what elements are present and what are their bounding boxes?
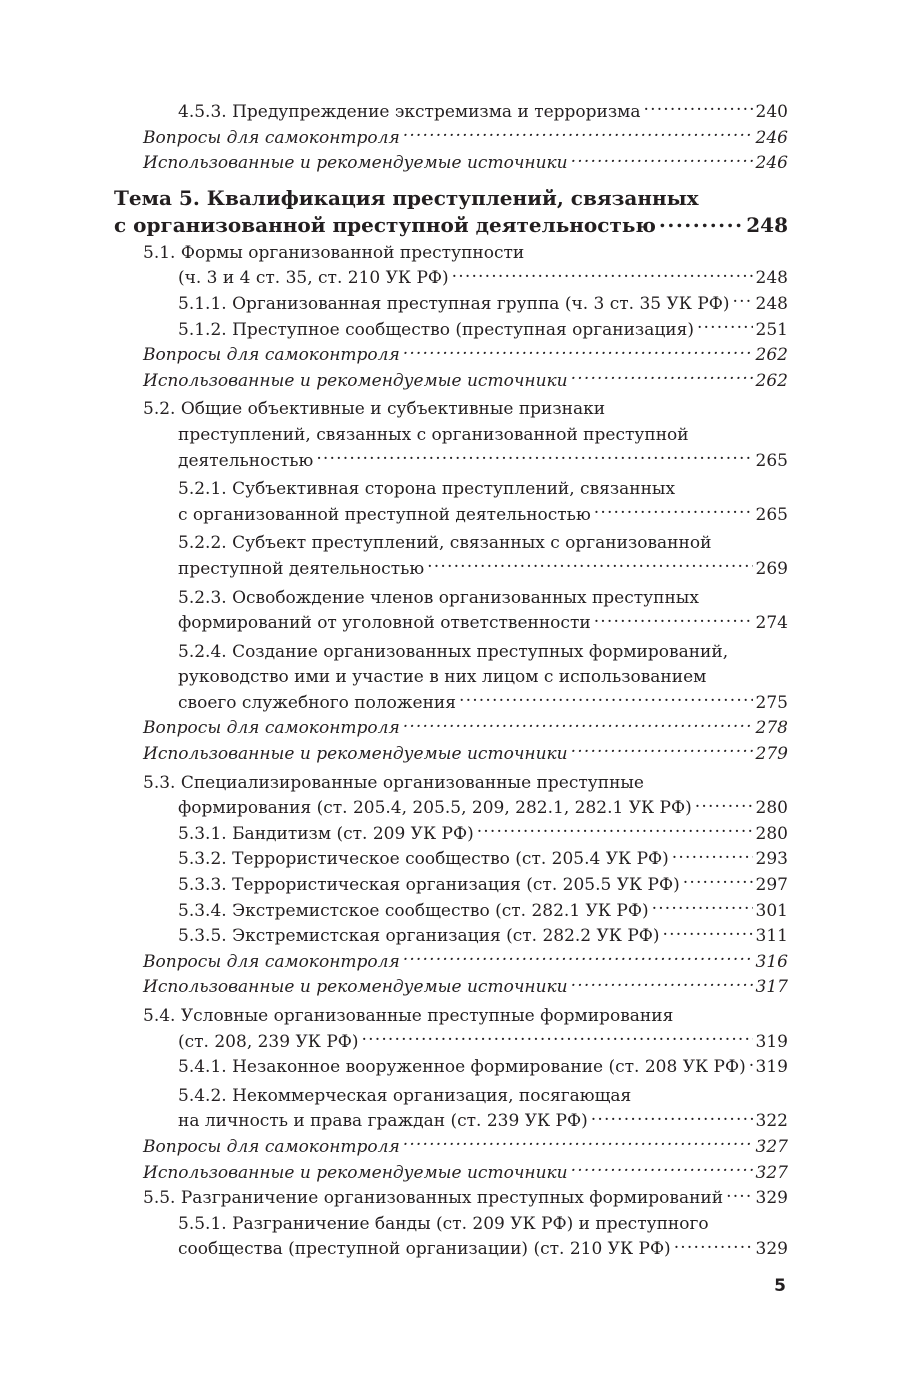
toc-page-number: 248 — [755, 268, 788, 289]
toc-entry-self-check[interactable] — [143, 716, 788, 742]
dot-leader — [316, 449, 752, 466]
toc-entry-5-4[interactable] — [143, 1004, 788, 1055]
toc-entry-title: 5.1.2. Преступное сообщество (преступная организация) — [178, 319, 694, 340]
toc-page-number: 262 — [755, 345, 788, 366]
toc-entry-title: Вопросы для самоконтроля — [143, 127, 400, 148]
toc-entry-5-3-2[interactable] — [143, 847, 788, 873]
toc-page-number: 319 — [755, 1031, 788, 1052]
toc-entry-5-3-5[interactable] — [143, 924, 788, 950]
dot-leader — [452, 266, 753, 283]
toc-entry-5-1[interactable] — [143, 241, 788, 292]
toc-entry-sources[interactable] — [143, 1161, 788, 1187]
dot-leader — [571, 151, 753, 168]
toc-entry-5-5-1[interactable] — [143, 1212, 788, 1263]
dot-leader — [683, 873, 753, 890]
toc-page-number: 265 — [755, 504, 788, 525]
toc-entry-self-check[interactable] — [143, 126, 788, 152]
toc-entry-5-2-1[interactable] — [143, 477, 788, 528]
toc-page-number: 275 — [755, 692, 788, 713]
dot-leader — [697, 318, 753, 335]
toc-entry-5-3-1[interactable] — [143, 822, 788, 848]
dot-leader — [674, 1237, 753, 1254]
toc-entry-title: с организованной преступной деятельностью — [178, 504, 591, 525]
toc-entry-title: на личность и права граждан (ст. 239 УК РФ) — [178, 1111, 588, 1132]
dot-leader — [403, 1135, 753, 1152]
toc-entry-title: 5.2. Общие объективные и субъективные признаки — [143, 399, 606, 420]
toc-page-number: 293 — [755, 849, 788, 870]
toc-entry-title: 5.5.1. Разграничение банды (ст. 209 УК РФ) и преступного — [178, 1213, 709, 1234]
toc-entry-5-2-2[interactable] — [143, 531, 788, 582]
dot-leader — [749, 1055, 753, 1072]
toc-entry-title: Использованные и рекомендуемые источники — [143, 153, 568, 174]
toc-entry-5-2-4[interactable] — [143, 640, 788, 717]
toc-entry-5-5[interactable] — [143, 1186, 788, 1212]
toc-entry-title: 5.1. Формы организованной преступности — [143, 242, 525, 263]
toc-page-number: 246 — [755, 127, 788, 148]
toc-page-number: 322 — [755, 1111, 788, 1132]
toc-page-number: 240 — [755, 102, 788, 122]
toc-entry-title: деятельностью — [178, 450, 314, 471]
toc-entry-title: Вопросы для самоконтроля — [143, 1136, 400, 1157]
dot-leader — [571, 1161, 753, 1178]
toc-entry-title: Вопросы для самоконтроля — [143, 345, 400, 366]
toc-entry-title: Использованные и рекомендуемые источники — [143, 370, 568, 391]
toc-entry-title: (ч. 3 и 4 ст. 35, ст. 210 УК РФ) — [178, 268, 449, 289]
toc-page-number: 329 — [755, 1239, 788, 1260]
toc-page-number: 246 — [755, 153, 788, 174]
toc-entry-title: 5.2.4. Создание организованных преступных формирований, — [178, 641, 729, 662]
toc-entry-title: 5.4. Условные организованные преступные формирования — [143, 1006, 674, 1026]
toc-entry-title: преступлений, связанных с организованной преступной — [178, 424, 689, 445]
toc-page-number: 297 — [755, 875, 788, 896]
toc-page-number: 280 — [755, 823, 788, 844]
toc-entry-sources[interactable] — [143, 742, 788, 768]
dot-leader — [403, 126, 753, 143]
toc-page-number: 319 — [755, 1057, 788, 1078]
toc-page-number: 317 — [755, 977, 788, 998]
toc-entry-5-2-3[interactable] — [143, 586, 788, 637]
dot-leader — [362, 1030, 753, 1047]
toc-entry-5-1-2[interactable] — [143, 318, 788, 344]
toc-entry-title: 5.2.1. Субъективная сторона преступлений, связанных — [178, 479, 676, 500]
dot-leader — [571, 369, 753, 386]
toc-page-number: 248 — [755, 293, 788, 314]
toc-page-number: 274 — [755, 613, 788, 634]
toc-entry-5-3-3[interactable] — [143, 873, 788, 899]
toc-entry-title: Использованные и рекомендуемые источники — [143, 977, 568, 998]
dot-leader — [571, 975, 753, 992]
toc-entry-title: 5.4.2. Некоммерческая организация, посягающая — [178, 1085, 632, 1106]
toc-entry-title: 5.3.1. Бандитизм (ст. 209 УК РФ) — [178, 823, 474, 844]
toc-entry-title: формирования (ст. 205.4, 205.5, 209, 282.1, 282.1 УК РФ) — [178, 798, 692, 819]
toc-page-number: 251 — [755, 319, 788, 340]
toc-entry-4-5-3[interactable] — [143, 100, 788, 126]
toc-entry-5-4-2[interactable] — [143, 1084, 788, 1135]
toc-page-number: 269 — [755, 558, 788, 579]
toc-entry-title: 5.4.1. Незаконное вооруженное формирование (ст. 208 УК РФ) — [178, 1057, 746, 1078]
toc-entry-self-check[interactable] — [143, 950, 788, 976]
toc-entry-title: 5.3. Специализированные организованные преступные — [143, 772, 644, 793]
dot-leader — [695, 796, 753, 813]
dot-leader — [591, 1109, 753, 1126]
dot-leader — [663, 924, 753, 941]
dot-leader — [427, 557, 752, 574]
toc-topic-5[interactable] — [114, 185, 788, 239]
toc-entry-5-1-1[interactable] — [143, 292, 788, 318]
toc-entry-sources[interactable] — [143, 975, 788, 1001]
toc-page-number: 262 — [755, 370, 788, 391]
toc-entry-title: Вопросы для самоконтроля — [143, 951, 400, 972]
page-number: 5 — [774, 1276, 786, 1296]
toc-page-number: 301 — [755, 900, 788, 921]
toc-entry-title: своего служебного положения — [178, 692, 456, 713]
toc-entry-5-4-1[interactable] — [143, 1055, 788, 1081]
toc-entry-5-3-4[interactable] — [143, 899, 788, 925]
toc-entry-title: 5.1.1. Организованная преступная группа (ч. 3 ст. 35 УК РФ) — [178, 293, 730, 314]
toc-entry-title: 5.3.2. Террористическое сообщество (ст. 205.4 УК РФ) — [178, 849, 669, 870]
toc-entry-title: Вопросы для самоконтроля — [143, 718, 400, 739]
dot-leader — [477, 822, 753, 839]
dot-leader — [672, 847, 753, 864]
dot-leader — [652, 899, 753, 916]
toc-page-number: 329 — [755, 1188, 788, 1209]
dot-leader — [594, 611, 753, 628]
toc-entry-title: 5.2.3. Освобождение членов организованных преступных — [178, 587, 699, 608]
dot-leader — [594, 503, 753, 520]
dot-leader — [403, 950, 753, 967]
toc-entry-title: преступной деятельностью — [178, 558, 425, 579]
toc-page-number: 279 — [755, 744, 788, 765]
toc-entry-title: формирований от уголовной ответственности — [178, 613, 591, 634]
toc-entry-self-check[interactable] — [143, 343, 788, 369]
toc-entry-title: руководство ими и участие в них лицом с использованием — [178, 667, 707, 688]
toc-entry-5-3[interactable] — [143, 771, 788, 822]
toc-page-number: 327 — [755, 1136, 788, 1157]
dot-leader — [733, 292, 753, 309]
toc-entry-title: 5.3.3. Террористическая организация (ст. 205.5 УК РФ) — [178, 875, 680, 896]
toc-entry-title: 4.5.3. Предупреждение экстремизма и терроризма — [178, 102, 641, 122]
dot-leader — [459, 691, 753, 708]
toc-entry-5-2[interactable] — [143, 397, 788, 474]
toc-entry-title: 5.3.4. Экстремистское сообщество (ст. 282.1 УК РФ) — [178, 900, 649, 921]
toc-entry-title: (ст. 208, 239 УК РФ) — [178, 1031, 359, 1052]
toc-page-number: 280 — [755, 798, 788, 819]
toc-entry-title: 5.5. Разграничение организованных преступных формирований — [143, 1188, 724, 1209]
toc-topic-title-line: с организованной преступной деятельностью — [114, 212, 656, 237]
toc-page-number: 278 — [755, 718, 788, 739]
dot-leader — [644, 100, 753, 117]
toc-entry-title: Использованные и рекомендуемые источники — [143, 1162, 568, 1183]
table-of-contents — [114, 100, 788, 1263]
dot-leader — [726, 1186, 752, 1203]
toc-entry-title: сообщества (преступной организации) (ст. 210 УК РФ) — [178, 1239, 671, 1260]
toc-entry-title: Использованные и рекомендуемые источники — [143, 744, 568, 765]
dot-leader — [403, 716, 753, 733]
toc-entry-sources[interactable] — [143, 151, 788, 177]
dot-leader — [403, 343, 753, 360]
toc-entry-sources[interactable] — [143, 369, 788, 395]
toc-entry-title: 5.3.5. Экстремистская организация (ст. 282.2 УК РФ) — [178, 926, 660, 947]
toc-entry-self-check[interactable] — [143, 1135, 788, 1161]
toc-page-number: 311 — [755, 926, 788, 947]
toc-topic-title-line: Тема 5. Квалификация преступлений, связанных — [114, 185, 699, 210]
toc-page-number: 316 — [755, 951, 788, 972]
dot-leader — [571, 742, 753, 759]
dot-leader — [659, 212, 743, 232]
toc-entry-title: 5.2.2. Субъект преступлений, связанных с организованной — [178, 533, 712, 554]
toc-page-number: 265 — [755, 450, 788, 471]
toc-page-number: 327 — [755, 1162, 788, 1183]
toc-page-number: 248 — [746, 212, 788, 237]
